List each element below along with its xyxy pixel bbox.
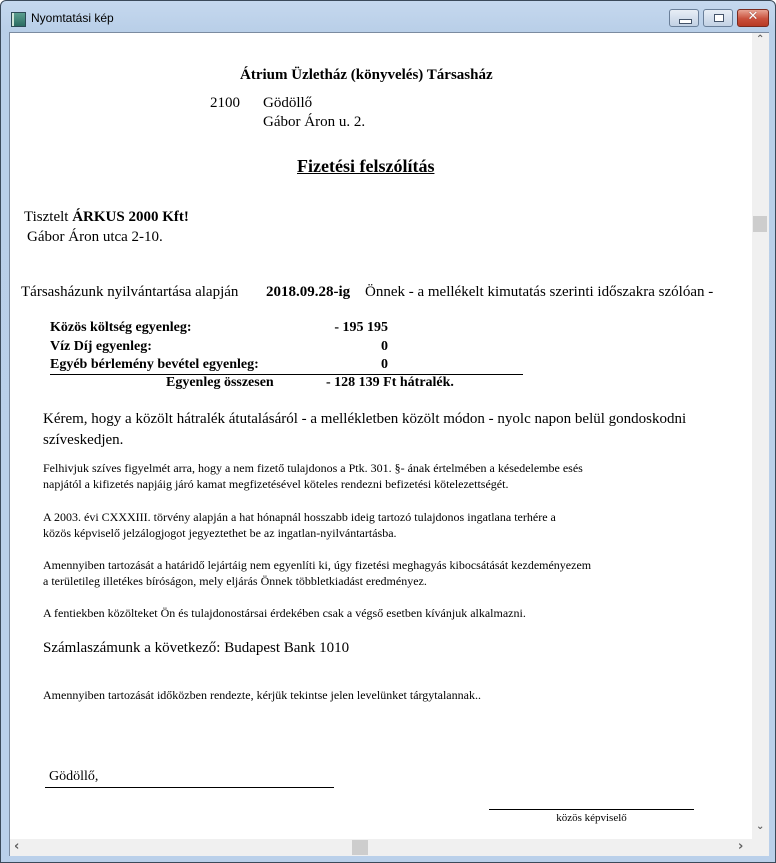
intro-date: 2018.09.28-ig <box>266 284 351 300</box>
minimize-button[interactable] <box>669 9 699 27</box>
balance-label: Víz Díj egyenleg: <box>50 339 152 354</box>
signature-label: közös képviselő <box>556 812 627 824</box>
preview-area <box>9 32 769 856</box>
sender-name: Átrium Üzletház (könyvelés) Társasház <box>240 67 493 83</box>
resize-grip[interactable] <box>752 839 769 856</box>
account-label: Számlaszámunk a következő: <box>43 640 221 656</box>
salutation-prefix: Tisztelt <box>24 209 69 225</box>
request-line-1: Kérem, hogy a közölt hátralék átutalásáról - a mellékletben közölt módon - nyolc napon belül gondoskodni <box>43 411 687 427</box>
account-line <box>43 640 349 657</box>
scroll-right-icon[interactable]: › <box>738 839 744 854</box>
maximize-button[interactable] <box>703 9 733 27</box>
minimize-icon <box>679 19 692 24</box>
sender-city: Gödöllő <box>263 95 313 111</box>
salutation <box>24 209 189 226</box>
vertical-scrollbar[interactable] <box>752 33 769 839</box>
date-line <box>45 787 334 788</box>
window-title: Nyomtatási kép <box>31 11 114 25</box>
letter-heading: Fizetési felszólítás <box>297 156 435 176</box>
close-icon: ✕ <box>747 9 759 24</box>
scroll-left-icon[interactable]: ‹ <box>14 839 20 854</box>
total-label: Egyenleg összesen <box>166 375 274 390</box>
paragraph-3-line-1: Amennyiben tartozását a határidő lejártáig nem egyenlíti ki, úgy fizetési meghagyás kibocsátását kezdeményezem <box>43 558 592 572</box>
signature-line <box>489 809 694 810</box>
paragraph-1-line-2: napjától a kifizetés napjáig járó kamat megfizetésével köteles rendezni befizetési kötelezettségét. <box>43 477 509 491</box>
app-icon <box>11 12 26 27</box>
total-value: - 128 139 Ft hátralék. <box>326 375 454 390</box>
balance-label: Egyéb bérlemény bevétel egyenleg: <box>50 357 259 372</box>
title-bar[interactable] <box>1 1 775 33</box>
intro-prefix: Társasházunk nyilvántartása alapján <box>21 284 239 300</box>
scroll-up-icon[interactable]: ⌃ <box>756 34 765 45</box>
account-value: Budapest Bank 1010 <box>224 640 350 656</box>
sender-zip: 2100 <box>210 95 240 111</box>
balance-label: Közös költség egyenleg: <box>50 320 192 335</box>
horizontal-scroll-thumb[interactable] <box>352 840 368 855</box>
maximize-icon <box>714 14 724 22</box>
close-button[interactable] <box>737 9 769 27</box>
paragraph-3-line-2: a területileg illetékes bíróságon, mely eljárás Önnek többletkiadást eredményez. <box>43 574 427 588</box>
horizontal-scrollbar[interactable] <box>10 839 752 856</box>
recipient-name: ÁRKUS 2000 Kft! <box>72 209 189 225</box>
balance-value: 0 <box>381 357 388 372</box>
paragraph-1-line-1: Felhivjuk szíves figyelmét arra, hogy a nem fizető tulajdonos a Ptk. 301. §- ának értelmében a késedelembe esés <box>43 461 583 475</box>
balance-value: 0 <box>381 339 388 354</box>
paragraph-2-line-1: A 2003. évi CXXXIII. törvény alapján a hat hónapnál hosszabb ideig tartozó tulajdonos ingatlana terhére a <box>43 510 556 524</box>
sender-street: Gábor Áron u. 2. <box>263 114 366 130</box>
letter-page <box>10 33 752 839</box>
request-line-2: szíveskedjen. <box>43 432 124 448</box>
paragraph-2-line-2: közös képviselő jelzálogjogot jegyeztethet be az ingatlan-nyilvántartásba. <box>43 526 397 540</box>
intro-suffix: Önnek - a mellékelt kimutatás szerinti időszakra szólóan - <box>365 284 714 300</box>
place-date: Gödöllő, <box>49 769 99 784</box>
scroll-down-icon[interactable]: ⌄ <box>756 821 765 832</box>
vertical-scroll-thumb[interactable] <box>753 216 767 232</box>
closing-text: Amennyiben tartozását időközben rendezte, kérjük tekintse jelen levelünket tárgytalannak.. <box>43 688 481 702</box>
paragraph-4: A fentiekben közölteket Ön és tulajdonostársai érdekében csak a végső esetben kívánjuk alkalmazni. <box>43 606 526 620</box>
recipient-address: Gábor Áron utca 2-10. <box>27 229 163 245</box>
balance-value: - 195 195 <box>334 320 388 335</box>
